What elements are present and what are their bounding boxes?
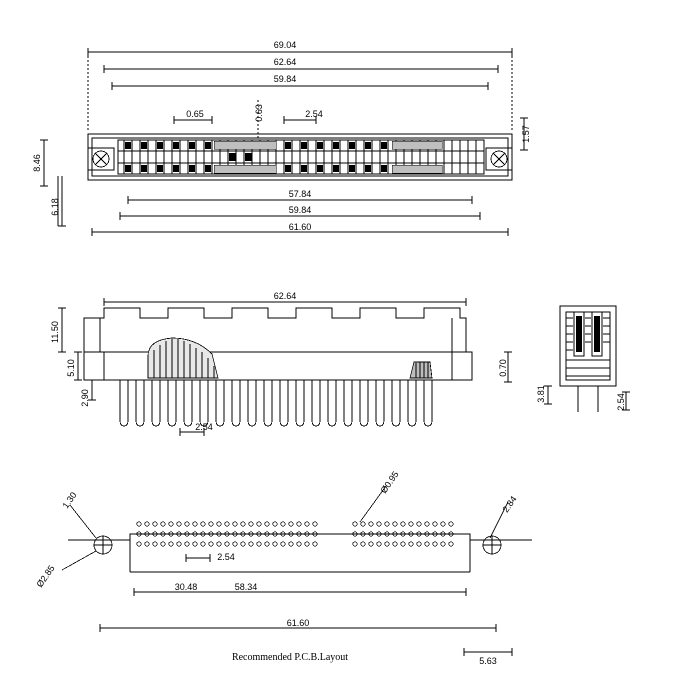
dim-label-1-30: 1.30 — [60, 490, 79, 511]
dim-label-2-85: Ø2.85 — [34, 563, 57, 590]
dim-label-0-63: 0.63 — [254, 104, 264, 122]
dim-label-59-84-bot: 59.84 — [288, 205, 312, 215]
dim-label-2-90: 2.90 — [80, 389, 90, 407]
pcb-layout-caption: Recommended P.C.B.Layout — [231, 652, 349, 663]
dim-label-58-34: 58.34 — [234, 582, 258, 592]
dim-label-0-65: 0.65 — [186, 109, 204, 119]
dim-label-61-60-pcb: 61.60 — [286, 618, 310, 628]
dim-label-2-54-pin: 2.54 — [195, 422, 213, 432]
dim-label-5-10: 5.10 — [66, 359, 76, 377]
dim-label-62-64-side: 62.64 — [273, 291, 297, 301]
dim-label-sec-1: 3.81 — [536, 385, 546, 403]
dim-label-8-46: 8.46 — [32, 154, 42, 172]
dim-label-11-50: 11.50 — [50, 321, 60, 343]
dim-label-2-84: 2.84 — [500, 494, 519, 515]
dim-label-0-70: 0.70 — [498, 359, 508, 377]
dim-label-57-84: 57.84 — [288, 189, 312, 199]
dim-label-59-84-top: 59.84 — [273, 74, 297, 84]
dim-label-5-63: 5.63 — [479, 656, 497, 666]
dim-label-62-64: 62.64 — [273, 57, 297, 67]
dim-label-30-48: 30.48 — [174, 582, 198, 592]
dim-label-1-57: 1.57 — [521, 125, 531, 143]
dim-label-2-54-top: 2.54 — [305, 109, 323, 119]
dim-label-6-18: 6.18 — [50, 198, 60, 216]
dim-label-0-95: Ø0.95 — [378, 469, 401, 496]
side-right-key-block — [410, 362, 432, 378]
dim-label-2-54-pcb: 2.54 — [217, 552, 235, 562]
dim-label-69-04: 69.04 — [273, 40, 297, 50]
dim-label-61-60-top: 61.60 — [288, 222, 312, 232]
dim-label-sec-2: 2.54 — [616, 393, 626, 411]
